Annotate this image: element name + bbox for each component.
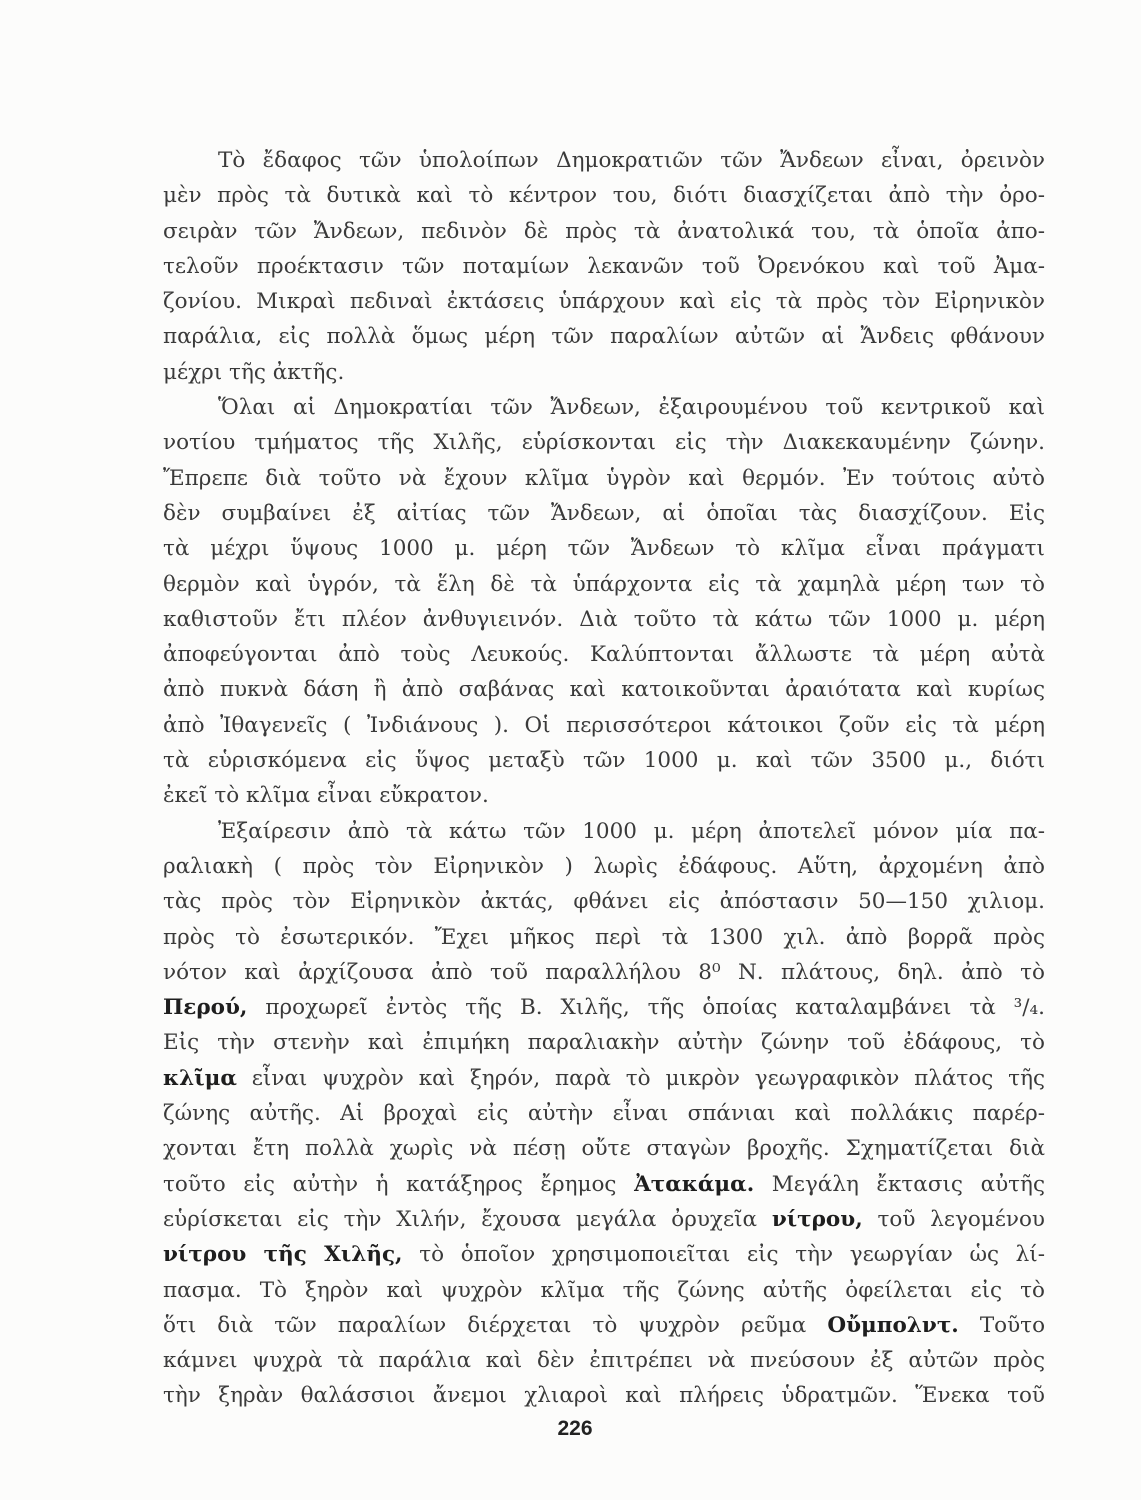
text-line [163, 1096, 1045, 1131]
bold-term: νίτρου, [771, 1206, 863, 1232]
text-line [163, 602, 1045, 637]
text-run: θερμὸν καὶ ὑγρόν, τὰ ἕλη δὲ τὰ ὑπάρχοντα εἰς τὰ χαμηλὰ μέρη των τὸ [163, 571, 1045, 597]
text-run: ἀπὸ Ἰθαγενεῖς ( Ἰνδιάνους ). Οἱ περισσότεροι κάτοικοι ζοῦν εἰς τὰ μέρη [163, 712, 1045, 738]
text-run: τὰ εὑρισκόμενα εἰς ὕψος μεταξὺ τῶν 1000 μ. καὶ τῶν 3500 μ., διότι [163, 748, 1045, 774]
text-run: τὰς πρὸς τὸν Εἰρηνικὸν ἀκτάς, φθάνει εἰς ἀπόστασιν 50—150 χιλιομ. [163, 889, 1045, 915]
text-run: κάμνει ψυχρὰ τὰ παράλια καὶ δὲν ἐπιτρέπει νὰ πνεύσουν ἐξ αὐτῶν πρὸς [163, 1348, 1045, 1374]
text-run: μέχρι τῆς ἀκτῆς. [163, 359, 345, 385]
text-line [163, 214, 1045, 249]
text-run: τελοῦν προέκτασιν τῶν ποταμίων λεκανῶν τοῦ Ὀρενόκου καὶ τοῦ Ἀμα- [163, 253, 1045, 279]
text-run: Μεγάλη ἔκτασις αὐτῆς [754, 1171, 1045, 1197]
text-line [163, 531, 1045, 566]
page-body [163, 143, 1045, 1414]
text-run: σειρὰν τῶν Ἄνδεων, πεδινὸν δὲ πρὸς τὰ ἀνατολικά του, τὰ ὁποῖα ἀπο- [163, 218, 1045, 244]
page-number: 226 [557, 1417, 593, 1440]
text-line [163, 778, 1045, 813]
text-line [163, 143, 1045, 178]
text-line [163, 249, 1045, 284]
text-line [163, 1167, 1045, 1202]
text-line [163, 814, 1045, 849]
text-line [163, 425, 1045, 460]
text-run: Ὅλαι αἱ Δημοκρατίαι τῶν Ἄνδεων, ἐξαιρουμένου τοῦ κεντρικοῦ καὶ [218, 395, 1045, 421]
text-line [163, 1025, 1045, 1060]
text-line [163, 567, 1045, 602]
text-line [163, 1343, 1045, 1378]
text-run: δὲν συμβαίνει ἐξ αἰτίας τῶν Ἄνδεων, αἱ ὁποῖαι τὰς διασχίζουν. Εἰς [163, 500, 1045, 526]
text-run: μὲν πρὸς τὰ δυτικὰ καὶ τὸ κέντρον του, διότι διασχίζεται ἀπὸ τὴν ὀρο- [163, 183, 1045, 209]
text-run: Ἐξαίρεσιν ἀπὸ τὰ κάτω τῶν 1000 μ. μέρη ἀποτελεῖ μόνον μία πα- [218, 818, 1045, 844]
text-line [163, 1308, 1045, 1343]
text-line [163, 355, 1045, 390]
text-line [163, 319, 1045, 354]
text-run: Τὸ ἔδαφος τῶν ὑπολοίπων Δημοκρατιῶν τῶν Ἄνδεων εἶναι, ὀρεινὸν [218, 148, 1045, 173]
text-run: ὅτι διὰ τῶν παραλίων διέρχεται τὸ ψυχρὸν ρεῦμα [163, 1312, 828, 1338]
text-run: ἀπὸ πυκνὰ δάση ἢ ἀπὸ σαβάνας καὶ κατοικοῦνται ἀραιότατα καὶ κυρίως [163, 677, 1045, 703]
text-run: τὸ ὁποῖον χρησιμοποιεῖται εἰς τὴν γεωργίαν ὡς λί- [402, 1242, 1045, 1268]
text-run: πρὸς τὸ ἐσωτερικόν. Ἔχει μῆκος περὶ τὰ 1300 χιλ. ἀπὸ βορρᾶ πρὸς [163, 924, 1045, 950]
bold-term: Οὔμπολντ. [827, 1312, 959, 1338]
text-line [163, 284, 1045, 319]
text-run: τὴν ξηρὰν θαλάσσιοι ἄνεμοι χλιαροὶ καὶ πλήρεις ὑδρατμῶν. Ἕνεκα τοῦ [163, 1383, 1045, 1409]
text-run: τοῦτο εἰς αὐτὴν ἡ κατάξηρος ἔρημος [163, 1171, 635, 1197]
text-run: πασμα. Τὸ ξηρὸν καὶ ψυχρὸν κλῖμα τῆς ζώνης αὐτῆς ὀφείλεται εἰς τὸ [163, 1277, 1045, 1303]
text-run: ἀποφεύγονται ἀπὸ τοὺς Λευκούς. Καλύπτονται ἄλλωστε τὰ μέρη αὐτὰ [163, 642, 1045, 668]
text-run: ζώνης αὐτῆς. Αἱ βροχαὶ εἰς αὐτὴν εἶναι σπάνιαι καὶ πολλάκις παρέρ- [163, 1101, 1045, 1127]
text-run: χονται ἔτη πολλὰ χωρὶς νὰ πέσῃ οὔτε σταγὼν βροχῆς. Σχηματίζεται διὰ [163, 1136, 1045, 1162]
text-line [163, 178, 1045, 213]
text-line [163, 1131, 1045, 1166]
text-line [163, 390, 1045, 425]
text-line [163, 743, 1045, 778]
text-run: νότον καὶ ἀρχίζουσα ἀπὸ τοῦ παραλλήλου 8⁰ Ν. πλάτους, δηλ. ἀπὸ τὸ [163, 959, 1045, 985]
text-line [163, 1237, 1045, 1272]
text-run: νοτίου τμήματος τῆς Χιλῆς, εὑρίσκονται εἰς τὴν Διακεκαυμένην ζώνην. [163, 430, 1045, 456]
bold-term: νίτρου τῆς Χιλῆς, [163, 1242, 403, 1268]
text-line [163, 672, 1045, 707]
text-line [163, 637, 1045, 672]
text-line [163, 884, 1045, 919]
text-line [163, 990, 1045, 1025]
text-run: ζονίου. Μικραὶ πεδιναὶ ἐκτάσεις ὑπάρχουν καὶ εἰς τὰ πρὸς τὸν Εἰρηνικὸν [163, 289, 1045, 315]
text-line [163, 1273, 1045, 1308]
text-run: τὰ μέχρι ὕψους 1000 μ. μέρη τῶν Ἄνδεων τὸ κλῖμα εἶναι πράγματι [163, 536, 1045, 562]
text-line [163, 955, 1045, 990]
text-run: καθιστοῦν ἔτι πλέον ἀνθυγιεινόν. Διὰ τοῦτο τὰ κάτω τῶν 1000 μ. μέρη [163, 606, 1045, 632]
text-line [163, 849, 1045, 884]
text-line [163, 496, 1045, 531]
bold-term: κλῖμα [163, 1065, 237, 1091]
text-line [163, 1202, 1045, 1237]
text-line [163, 1061, 1045, 1096]
text-line [163, 1378, 1045, 1413]
text-run: ραλιακὴ ( πρὸς τὸν Εἰρηνικὸν ) λωρὶς ἐδάφους. Αὕτη, ἀρχομένη ἀπὸ [163, 853, 1045, 879]
text-line [163, 461, 1045, 496]
text-run: Εἰς τὴν στενὴν καὶ ἐπιμήκη παραλιακὴν αὐτὴν ζώνην τοῦ ἐδάφους, τὸ [163, 1030, 1045, 1056]
text-run: παράλια, εἰς πολλὰ ὅμως μέρη τῶν παραλίων αὐτῶν αἱ Ἄνδεις φθάνουν [163, 324, 1045, 350]
bold-term: Περού, [163, 995, 248, 1021]
text-line [163, 920, 1045, 955]
bold-term: Ἀτακάμα. [634, 1171, 755, 1197]
text-line [163, 708, 1045, 743]
text-run: εὑρίσκεται εἰς τὴν Χιλήν, ἔχουσα μεγάλα ὀρυχεῖα [163, 1206, 772, 1232]
text-run: ἐκεῖ τὸ κλῖμα εἶναι εὔκρατον. [163, 783, 489, 809]
text-run: Τοῦτο [958, 1312, 1046, 1338]
text-run: τοῦ λεγομένου [862, 1206, 1045, 1232]
text-run: εἶναι ψυχρὸν καὶ ξηρόν, παρὰ τὸ μικρὸν γεωγραφικὸν πλάτος τῆς [236, 1065, 1045, 1091]
text-run: Ἔπρεπε διὰ τοῦτο νὰ ἔχουν κλῖμα ὑγρὸν καὶ θερμόν. Ἐν τούτοις αὐτὸ [163, 465, 1045, 491]
text-run: προχωρεῖ ἐντὸς τῆς Β. Χιλῆς, τῆς ὁποίας καταλαμβάνει τὰ ³/₄. [247, 995, 1045, 1021]
